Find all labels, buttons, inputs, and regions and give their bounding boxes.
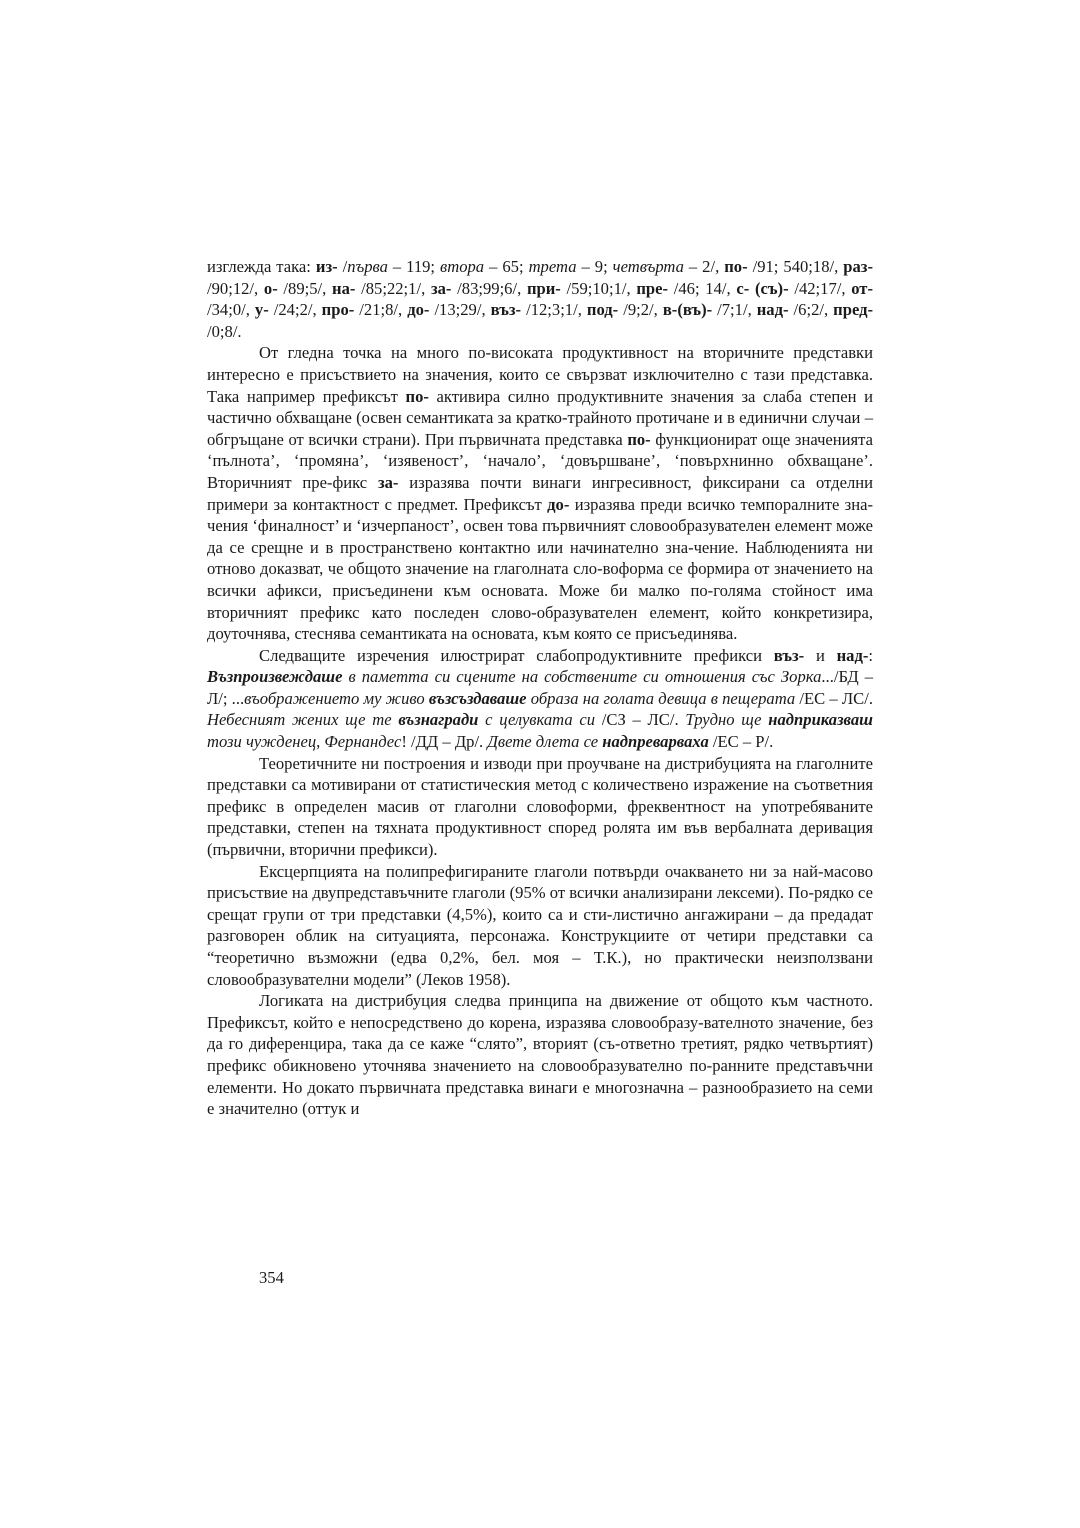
text-run: Ексцерпцията на полипрефигираните глаголи потвърди очакването ни за най-масово присъствие на двупредставъчните глаголи (95% от всички анализирани лексеми). По-рядко се срещат групи от три представки (4,5%), които са и сти-листично ангажирани – да предадат разговорен облик на ситуацията, персонажа. Конструкциите от четири представки са “теоретично възможни (едва 0,2%, бел. моя – Т.К.), но практически неизползвани словообразувателни модели” (Леков 1958). [207, 861, 873, 989]
text-run: над- [836, 645, 869, 665]
paragraph-4 [207, 753, 873, 861]
text-run: трета [528, 257, 577, 276]
text-run: – 65; [484, 257, 529, 276]
text-run: въображението му живо [244, 688, 429, 708]
text-run: /91; 540;18/, [747, 257, 844, 276]
text-run: възнагради [398, 710, 479, 730]
text-run: възсъздаваше [428, 688, 527, 708]
text-run: над- [756, 300, 789, 320]
text-run: Двете длета се [487, 732, 603, 752]
text-run: по- [627, 429, 651, 449]
text-run: /83;99;6/, [451, 278, 527, 298]
text-run: Възпроизвеждаше [207, 667, 343, 687]
text-run: четвърта [612, 257, 684, 276]
text-run: по- [724, 257, 748, 276]
page-number: 354 [259, 1268, 284, 1287]
text-run: – 9; [576, 257, 613, 276]
text-run: /90;12/, [207, 278, 264, 298]
text-run: /13;29/, [429, 300, 491, 320]
text-run: пре- [636, 278, 669, 298]
text-run: с целувката си [478, 710, 596, 730]
text-run: /СЗ – ЛС/. [595, 710, 686, 730]
text-run: изразява почти винаги ингресивност, фиксирани са отделни примери за контактност с предмет. Префиксът [207, 472, 874, 514]
text-run: /34;0/, [207, 300, 255, 320]
text-run: до- [407, 300, 430, 320]
text-run: /42;17/, [788, 278, 852, 298]
text-run: втора [440, 257, 485, 276]
text-run: въз- [773, 645, 805, 665]
text-run: този чужденец, Фернандес [207, 732, 402, 752]
text-run: за- [430, 278, 452, 298]
text-run: първа [347, 257, 388, 276]
text-run: надприказваш [768, 710, 873, 730]
text-run: раз- [843, 257, 873, 276]
text-run: /24;2/, [268, 300, 322, 320]
text-run: /46; 14/, [668, 278, 737, 298]
text-run: Логиката на дистрибуция следва принципа на движение от общото към частното. Префиксът, който е непосредствено до корена, изразява словообразу-вателното значение, без да го диференцира, така да се каже “слято”, вторият (съ-ответно третият, рядко четвъртият) префикс обикновено уточнява значението на словообразувателно по-ранните представъчни елементи. Но докато първичната представка винаги е многозначна – разнообразието на семи е значително (оттук и [207, 991, 873, 1119]
text-run: по- [405, 386, 429, 406]
text-run: – 119; [387, 257, 441, 276]
text-run: / [337, 257, 348, 276]
text-run: /59;10;1/, [560, 278, 637, 298]
text-run: /9;2/, [618, 300, 663, 320]
text-run: /85;22;1/, [355, 278, 431, 298]
text-run: за- [377, 472, 399, 492]
text-run: до- [547, 494, 570, 514]
text-run: /ЕС – ЛС/. [795, 688, 873, 708]
text-run: изразява преди всичко темпоралните зна-чения ‘финалност’ и ‘изчерпаност’, освен това първичният словообразувателен елемент може да се срещне и в пространствено контактно или начинателно зна-чение. Наблюденията ни отново доказват, че общото значение на глаголната сло-воформа се формира от значението на всички афикси, присъединени към основата. Може би малко по-голяма стойност има вторичният префикс като последен слово-образувателен елемент, който конкретизира, доуточнява, стеснява семантиката на основата, към която се присъединява. [207, 494, 873, 644]
text-run: /ЕС – Р/. [708, 732, 774, 752]
text-run: От гледна точка на много по-високата продуктивност на вторичните представки интересно е присъствието на значения, които се свързват изключително с тази представка. Така например префиксът [207, 343, 873, 406]
text-run: про- [321, 300, 355, 320]
text-run: пред- [833, 300, 874, 320]
text-run: /21;8/, [354, 300, 408, 320]
text-run: о- [263, 278, 278, 298]
text-run: Небесният жених ще те [207, 710, 399, 730]
paragraph-1 [207, 256, 873, 342]
text-run: под- [586, 300, 619, 320]
text-run: на- [332, 278, 356, 298]
text-run: Теоретичните ни построения и изводи при проучване на дистрибуцията на глаголните представки са мотивирани от статистическия метод с количествено изражение на съответния префикс в определен масив от глаголни словоформи, фреквентност на употребяваните представки, степен на тяхната продуктивност според ролята им във вербалната деривация (първични, вторични префикси). [207, 753, 873, 860]
text-run: в паметта си сцените на собствените си отношения със Зорка [342, 667, 822, 687]
text-run: образа на голата девица в пещерата [526, 688, 796, 708]
text-run: /12;3;1/, [521, 300, 587, 320]
text-run: Трудно ще [685, 710, 769, 730]
text-run: функционират още значенията ‘пълнота’, ‘промяна’, ‘изявеност’, ‘начало’, ‘довършване’, ‘повърхнинно обхващане’. Вторичният пре-фикс [207, 429, 873, 492]
text-run: у- [254, 300, 269, 320]
text-run: из- [315, 257, 338, 276]
text-run: ! /ДД – Др/. [401, 732, 488, 752]
text-run: : [868, 645, 873, 665]
paragraph-3 [207, 645, 873, 753]
text-run: въз- [490, 300, 522, 320]
text-run: и [804, 645, 837, 665]
paragraph-5 [207, 861, 873, 991]
paragraph-6 [207, 990, 873, 1120]
text-run: надпреварваха [602, 732, 709, 752]
text-run: .../БД – Л/; ... [207, 667, 873, 708]
page-body [207, 256, 873, 1120]
text-run: активира силно продуктивните значения за слаба степен и частично обхващане (освен семантиката за кратко-трайното протичане и в единични случаи – обгръщане от всички страни). При първичната представка [207, 386, 873, 449]
text-run: от- [851, 278, 873, 298]
text-run: /0;8/. [207, 321, 242, 341]
text-run: Следващите изречения илюстрират слабопродуктивните префикси [259, 645, 774, 665]
text-run: изглежда така: [207, 257, 316, 276]
text-run: в-(въ)- [662, 300, 713, 320]
text-run: /89;5/, [277, 278, 333, 298]
text-run: /7;1/, [712, 300, 757, 320]
text-run: с- (съ)- [736, 278, 789, 298]
text-run: /6;2/, [788, 300, 834, 320]
text-run: при- [526, 278, 561, 298]
text-run: – 2/, [683, 257, 725, 276]
paragraph-2 [207, 342, 873, 644]
